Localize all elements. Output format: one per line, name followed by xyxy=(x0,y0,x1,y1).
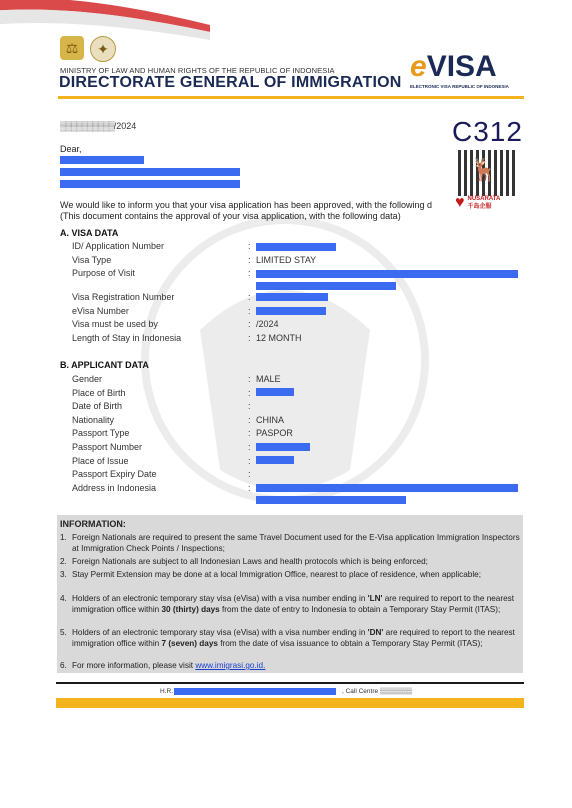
shield-icon: ♥ xyxy=(455,194,465,211)
row-label: Date of Birth xyxy=(72,401,123,412)
intro-line-1: We would like to inform you that your visa application has been approved, with the following d xyxy=(60,200,433,210)
info-item-2: 2. Foreign Nationals are subject to all Indonesian Laws and health protocols which is being enforced; xyxy=(60,557,428,566)
info-item-1: 1. Foreign Nationals are required to present the same Travel Document used for the E-Visa application Immigration Inspectors at Immigration Check Points / Inspections; xyxy=(60,533,520,553)
data-row xyxy=(72,469,532,482)
row-label: Address in Indonesia xyxy=(72,482,157,493)
stamp-chinese: 千岛企服 xyxy=(467,204,492,210)
evisa-logo-text: VISA xyxy=(426,50,497,83)
row-colon: : xyxy=(248,255,251,265)
row-value: CHINA xyxy=(256,414,285,425)
redacted-registration-number xyxy=(256,293,328,301)
row-value: 12 MONTH xyxy=(256,333,302,343)
document-number: ▒▒▒▒▒▒▒▒▒▒/2024 xyxy=(60,121,137,131)
row-colon: : xyxy=(248,482,251,493)
redacted-address-line-1 xyxy=(256,484,518,492)
data-row xyxy=(72,415,532,428)
redacted-passport-number xyxy=(256,443,310,451)
row-colon: : xyxy=(248,374,251,384)
row-label: Visa Type xyxy=(72,255,112,265)
row-colon: : xyxy=(248,428,251,439)
redacted-place-of-birth xyxy=(256,388,294,396)
visa-data-title: A. VISA DATA xyxy=(60,228,119,238)
applicant-data-title: B. APPLICANT DATA xyxy=(60,360,149,370)
row-label: Gender xyxy=(72,374,103,384)
row-label: Visa must be used by xyxy=(72,319,158,329)
evisa-logo: eVISA xyxy=(410,50,497,83)
info-item-3: 3. Stay Permit Extension may be done at a local Immigration Office, nearest to place of residence, when applicable; xyxy=(60,570,481,579)
salutation: Dear, xyxy=(60,144,82,154)
redacted-address-2 xyxy=(60,180,240,188)
nusarata-stamp xyxy=(455,194,500,212)
row-colon: : xyxy=(248,455,251,466)
redacted-purpose-1 xyxy=(256,270,518,278)
redacted-place-of-issue xyxy=(256,456,294,464)
row-colon: : xyxy=(248,469,251,480)
row-colon: : xyxy=(248,241,251,251)
data-row xyxy=(72,388,532,401)
visa-data-row xyxy=(72,333,532,346)
data-row xyxy=(72,374,532,387)
row-value: /2024 xyxy=(256,319,279,329)
row-label: Passport Expiry Date xyxy=(72,469,157,480)
information-title: INFORMATION: xyxy=(60,519,126,529)
row-label: Place of Issue xyxy=(72,455,129,466)
row-value: MALE xyxy=(256,374,281,384)
redacted-evisa-number xyxy=(256,307,326,315)
row-colon: : xyxy=(248,442,251,452)
row-label: Passport Type xyxy=(72,428,130,439)
immigration-emblem-icon: ✦ xyxy=(90,36,116,62)
info-item-6: 6. For more information, please visit www.imigrasi.go.id. xyxy=(60,661,266,670)
data-row xyxy=(72,401,532,414)
stamp-code: C312 xyxy=(452,116,523,147)
row-label: Passport Number xyxy=(72,442,143,452)
redacted-address-1 xyxy=(60,168,240,176)
footer-divider xyxy=(56,682,524,684)
intro-line-2: (This document contains the approval of your visa application, with the following data) xyxy=(60,211,401,221)
redacted-doc-number: ▒▒▒▒▒▒▒▒▒▒ xyxy=(60,121,114,131)
row-value: PASPOR xyxy=(256,428,293,439)
footer-hr-label: H.R. xyxy=(160,688,173,695)
imigrasi-website-link[interactable]: www.imigrasi.go.id. xyxy=(195,661,266,670)
footer-color-bar xyxy=(56,698,524,708)
redacted-address-line-2 xyxy=(256,496,406,504)
info-item-4: 4. Holders of an electronic temporary stay visa (eVisa) with a visa number ending in 'LN' are required to report to the nearest immigration office within 30 (thirty) days from the date of entry to Indonesia to obtain a Temporary Stay Permit (ITAS); xyxy=(60,594,515,614)
row-colon: : xyxy=(248,414,251,425)
visa-data-row xyxy=(72,255,532,268)
row-label: Purpose of Visit xyxy=(72,268,135,278)
directorate-title: DIRECTORATE GENERAL OF IMMIGRATION xyxy=(59,74,402,91)
row-label: eVisa Number xyxy=(72,306,129,316)
redacted-footer-info xyxy=(174,688,336,695)
visa-data-row xyxy=(72,319,532,332)
row-colon: : xyxy=(248,268,251,278)
mascot-icon: 🦌 xyxy=(470,157,498,182)
row-colon: : xyxy=(248,319,251,329)
row-value: LIMITED STAY xyxy=(256,255,317,265)
data-row xyxy=(72,428,532,441)
row-label: ID/ Application Number xyxy=(72,241,165,251)
row-label: Length of Stay in Indonesia xyxy=(72,333,182,343)
stamp-brand: NUSARATA xyxy=(467,196,501,202)
row-colon: : xyxy=(248,387,251,398)
row-colon: : xyxy=(248,401,251,412)
row-label: Nationality xyxy=(72,414,115,425)
footer-call-centre: , Call Centre ▒▒▒▒▒▒▒ xyxy=(342,688,413,695)
data-row xyxy=(72,456,532,469)
info-item-5: 5. Holders of an electronic temporary stay visa (eVisa) with a visa number ending in 'DN' are required to report to the nearest immigration office within 7 (seven) days from the date of visa issuance to obtain a Temporary Stay Permit (ITAS); xyxy=(60,628,515,648)
redacted-name xyxy=(60,156,144,164)
ministry-emblem-icon: ⚖ xyxy=(60,36,84,60)
row-colon: : xyxy=(248,306,251,316)
header-divider xyxy=(58,96,524,99)
row-label: Visa Registration Number xyxy=(72,292,175,302)
redacted-purpose-2 xyxy=(256,282,396,290)
evisa-logo-subtitle: ELECTRONIC VISA REPUBLIC OF INDONESIA xyxy=(410,84,509,89)
row-label: Place of Birth xyxy=(72,387,126,398)
row-colon: : xyxy=(248,333,251,343)
emblems xyxy=(60,36,116,62)
redacted-application-number xyxy=(256,243,336,251)
ministry-name: MINISTRY OF LAW AND HUMAN RIGHTS OF THE REPUBLIC OF INDONESIA xyxy=(60,66,335,75)
row-colon: : xyxy=(248,292,251,302)
